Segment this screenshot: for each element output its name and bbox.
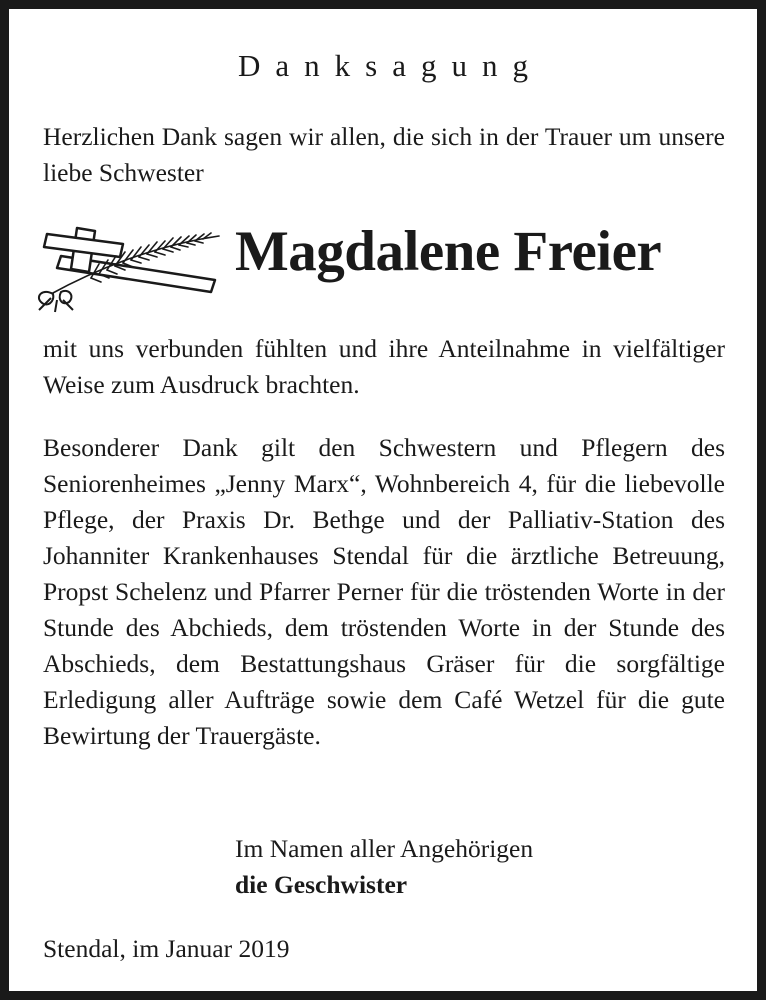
special-thanks-text: Besonderer Dank gilt den Schwestern und Pflegern des Seniorenheimes „Jenny Marx“, Wohnbereich 4, für die liebevolle Pflege, der Praxis Dr. Bethge und der Palliativ-Station des Johanniter Krankenhauses Stendal für die ärztliche Betreuung, Propst Schelenz und Pfarrer Perner für die tröstenden Worte in der Stunde des Abchieds, dem tröstenden Worte in der Stunde des Abschieds, dem Bestattungshaus Gräser für die sorgfältige Erledigung aller Aufträge sowie dem Café Wetzel für die gute Bewirtung der Trauergäste. (43, 433, 725, 750)
deceased-name: Magdalene Freier (235, 220, 662, 283)
place-date: Stendal, im Januar 2019 (43, 934, 290, 963)
intro-text: Herzlichen Dank sagen wir allen, die sich in der Trauer um unsere liebe Schwester (43, 122, 725, 187)
closing-line: Im Namen aller Angehörigen (235, 834, 534, 863)
continuation-text: mit uns verbunden fühlten und ihre Anteilnahme in vielfältiger Weise zum Ausdruck brachten. (43, 334, 725, 399)
signature: die Geschwister (235, 870, 408, 899)
cross-with-palm-frond-icon (31, 214, 221, 314)
notice-title: Danksagung (238, 48, 543, 83)
